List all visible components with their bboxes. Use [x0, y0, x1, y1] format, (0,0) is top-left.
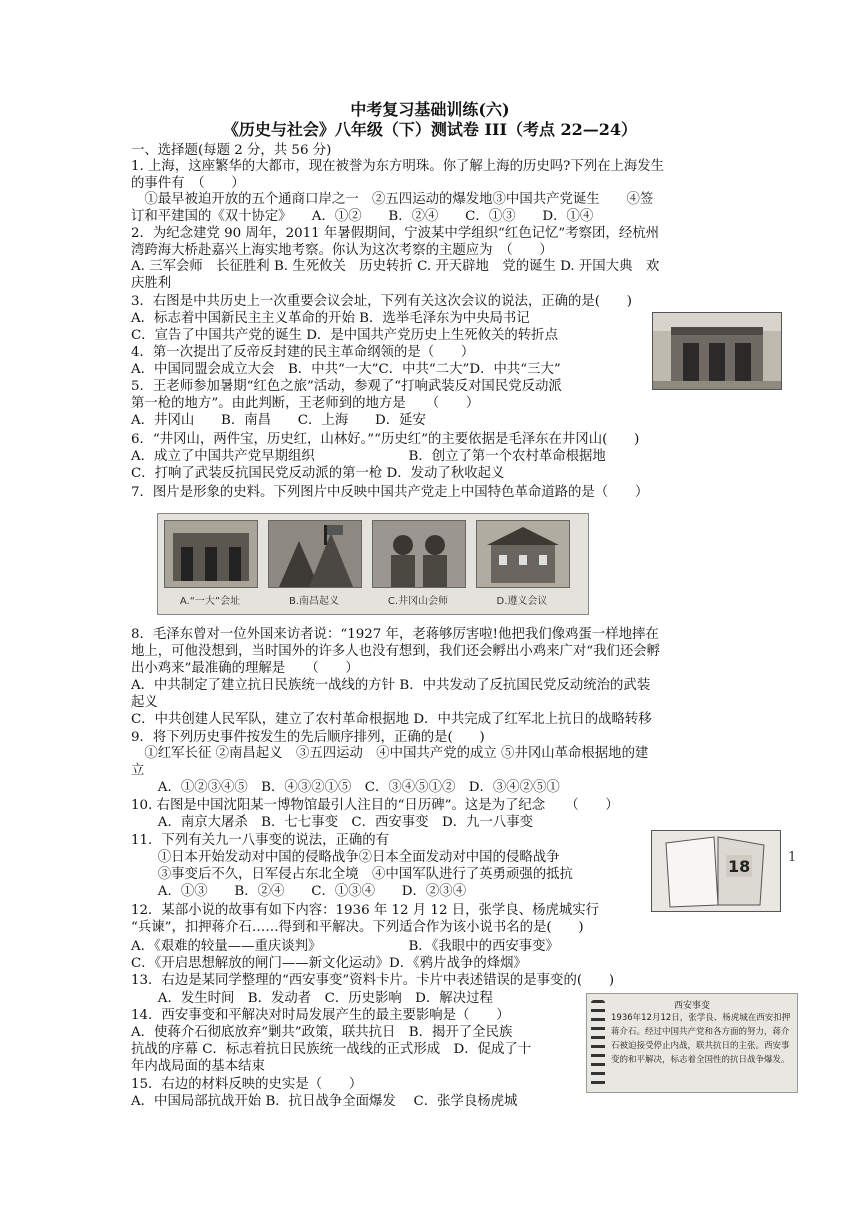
text-line: 的事件有 （ ）: [131, 176, 245, 191]
text-line: 起义: [131, 695, 158, 710]
text-line: 6．“井冈山，两件宝，历史红，山林好。”“历史红”的主要依据是毛泽东在井冈山( ): [131, 432, 640, 447]
text-line: ①红军长征 ②南昌起义 ③五四运动 ④中国共产党的成立 ⑤井冈山革命根据地的建: [131, 746, 649, 761]
text-line: ③事变后不久，日军侵占东北全境 ④中国军队进行了英勇顽强的抵抗: [131, 867, 573, 882]
text-line: 13．右边是某同学整理的“西安事变”资料卡片。卡片中表述错误的是事变的( ): [131, 973, 615, 988]
text-line: 12．某部小说的故事有如下内容：1936 年 12 月 12 日，张学良、杨虎城实行: [131, 903, 600, 918]
text-line: 3．右图是中共历史上一次重要会议会址，下列有关这次会议的说法，正确的是( ): [131, 294, 633, 309]
text-line: 9．将下列历史事件按发生的先后顺序排列，正确的是( ): [131, 730, 485, 745]
text-line: A．成立了中国共产党早期组织 B．创立了第一个农村革命根据地: [131, 449, 606, 464]
text-line: C．宣告了中国共产党的诞生 D．是中国共产党历史上生死攸关的转折点: [131, 328, 558, 343]
q7-caption-a: A.“一大”会址: [179, 596, 241, 607]
q7-caption-b: B.南昌起义: [288, 596, 340, 607]
text-line: “兵谏”，扣押蒋介石……得到和平解决。下列适合作为该小说书名的是( ): [131, 920, 584, 935]
text-line: A．南京大屠杀 B．七七事变 C．西安事变 D．九一八事变: [131, 815, 534, 830]
text-line: 15．右边的材料反映的史实是（ ）: [131, 1077, 363, 1092]
text-line: C．中共创建人民军队，建立了农村革命根据地 D．中共完成了红军北上抗日的战略转移: [131, 712, 652, 727]
text-line: C．打响了武装反抗国民党反动派的第一枪 D．发动了秋收起义: [131, 466, 505, 481]
text-line: 10. 右图是中国沈阳某一博物馆最引人注目的“日历碑”。这是为了纪念 （ ）: [131, 798, 619, 813]
text-line: A．发生时间 B．发动者 C．历史影响 D．解决过程: [131, 991, 493, 1006]
text-line: 7．图片是形象的史料。下列图片中反映中国共产党走上中国特色革命道路的是（ ）: [131, 485, 649, 500]
text-line: A．标志着中国新民主主义革命的开始 B．选举毛泽东为中央局书记: [131, 311, 530, 326]
text-line: 4．第一次提出了反帝反封建的民主革命纲领的是（ ）: [131, 345, 475, 360]
text-line: A．中国局部抗战开始 B．抗日战争全面爆发 C．张学良杨虎城: [131, 1094, 518, 1109]
text-line: A．井冈山 B．南昌 C．上海 D．延安: [131, 413, 426, 428]
q7-photo-a: [164, 520, 258, 588]
text-line: 庆胜利: [131, 276, 172, 291]
text-line: A．①②③④⑤ B．④③②①⑤ C．③④⑤①② D．③④②⑤①: [131, 780, 560, 795]
exam-subtitle: 《历史与社会》八年级（下）测试卷 III（考点 22—24）: [222, 120, 638, 139]
q7-photo-c: [372, 520, 466, 588]
text-line: A. 三军会师 长征胜利 B. 生死攸关 历史转折 C. 开天辟地 党的诞生 D. 开国大典 欢: [131, 259, 660, 274]
text-line: 第一枪的地方”。由此判断，王老师到的地方是 （ ）: [131, 396, 480, 411]
text-line: 11．下列有关九一八事变的说法，正确的有: [131, 833, 390, 848]
q7-picture-strip: [157, 513, 589, 615]
card-text: 1936年12月12日，张学良、杨虎城在西安扣押蒋介石。经过中国共产党和各方面的努力，蒋介石被迫接受停止内战，联共抗日的主张。西安事变的和平解决，标志着全国性的抗日战争爆发。: [611, 1013, 791, 1065]
text-line: 1. 上海，这座繁华的大都市，现在被誉为东方明珠。你了解上海的历史吗?下列在上海发生: [131, 159, 665, 174]
text-line: C．《开启思想解放的闸门——新文化运动》D．《鸦片战争的烽烟》: [131, 956, 527, 971]
text-line: 地上，可他没想到，当时国外的许多人也没有想到，我们还会孵出小鸡来广对“我们还会孵: [131, 644, 661, 659]
calendar-number: 18: [728, 857, 751, 876]
text-line: ①最早被迫开放的五个通商口岸之一 ②五四运动的爆发地③中国共产党诞生 ④签: [131, 192, 654, 207]
card-spiral: [591, 1000, 605, 1086]
card-heading: 西安事变: [673, 1001, 710, 1011]
text-line: A．《艰难的较量——重庆谈判》 B．《我眼中的西安事变》: [131, 939, 559, 954]
text-line: 5．王老师参加暑期“红色之旅”活动，参观了“打响武装反对国民党反动派: [131, 379, 562, 394]
xian-incident-card: [586, 993, 798, 1093]
calendar-monument-photo: [651, 830, 781, 912]
text-line: 14．西安事变和平解决对时局发展产生的最主要影响是（ ）: [131, 1008, 510, 1023]
q7-photo-b: [268, 520, 362, 588]
text-line: 出小鸡来”最准确的理解是 （ ）: [131, 661, 359, 676]
text-line: 立: [131, 763, 145, 778]
text-line: 年内战局面的基本结束: [131, 1059, 265, 1074]
text-line: 一、选择题(每题 2 分，共 56 分): [131, 143, 332, 158]
q7-caption-c: C.井冈山会师: [387, 596, 449, 607]
text-line: A．①③ B．②④ C．①③④ D．②③④: [131, 884, 467, 899]
text-line: 湾跨海大桥赴嘉兴上海实地考察。你认为这次考察的主题应为 （ ）: [131, 243, 553, 258]
text-line: 抗战的序幕 C．标志着抗日民族统一战线的正式形成 D．促成了十: [131, 1042, 532, 1057]
text-line: A．中共制定了建立抗日民族统一战线的方针 B．中共发动了反抗国民党反动统治的武装: [131, 678, 651, 693]
text-line: 订和平建国的《双十协定》 A．①② B．②④ C．①③ D．①④: [131, 209, 594, 224]
exam-title: 中考复习基础训练(六): [350, 100, 510, 119]
meeting-site-photo: [652, 312, 782, 390]
text-line: 2．为纪念建党 90 周年，2011 年暑假期间，宁波某中学组织“红色记忆”考察团，经杭州: [131, 226, 659, 241]
q7-caption-d: D.遵义会议: [496, 596, 548, 607]
text-line: 8．毛泽东曾对一位外国来访者说：“1927 年，老蒋够厉害啦!他把我们像鸡蛋一样地摔在: [131, 627, 659, 642]
text-line: A．中国同盟会成立大会 B．中共“一大”C．中共“二大”D．中共“三大”: [131, 362, 561, 377]
q7-photo-d: [476, 520, 570, 588]
text-line: ①日本开始发动对中国的侵略战争②日本全面发动对中国的侵略战争: [131, 850, 560, 865]
side-mark: 1: [788, 850, 797, 865]
text-line: A．使蒋介石彻底放弃“剿共”政策，联共抗日 B．揭开了全民族: [131, 1025, 513, 1040]
